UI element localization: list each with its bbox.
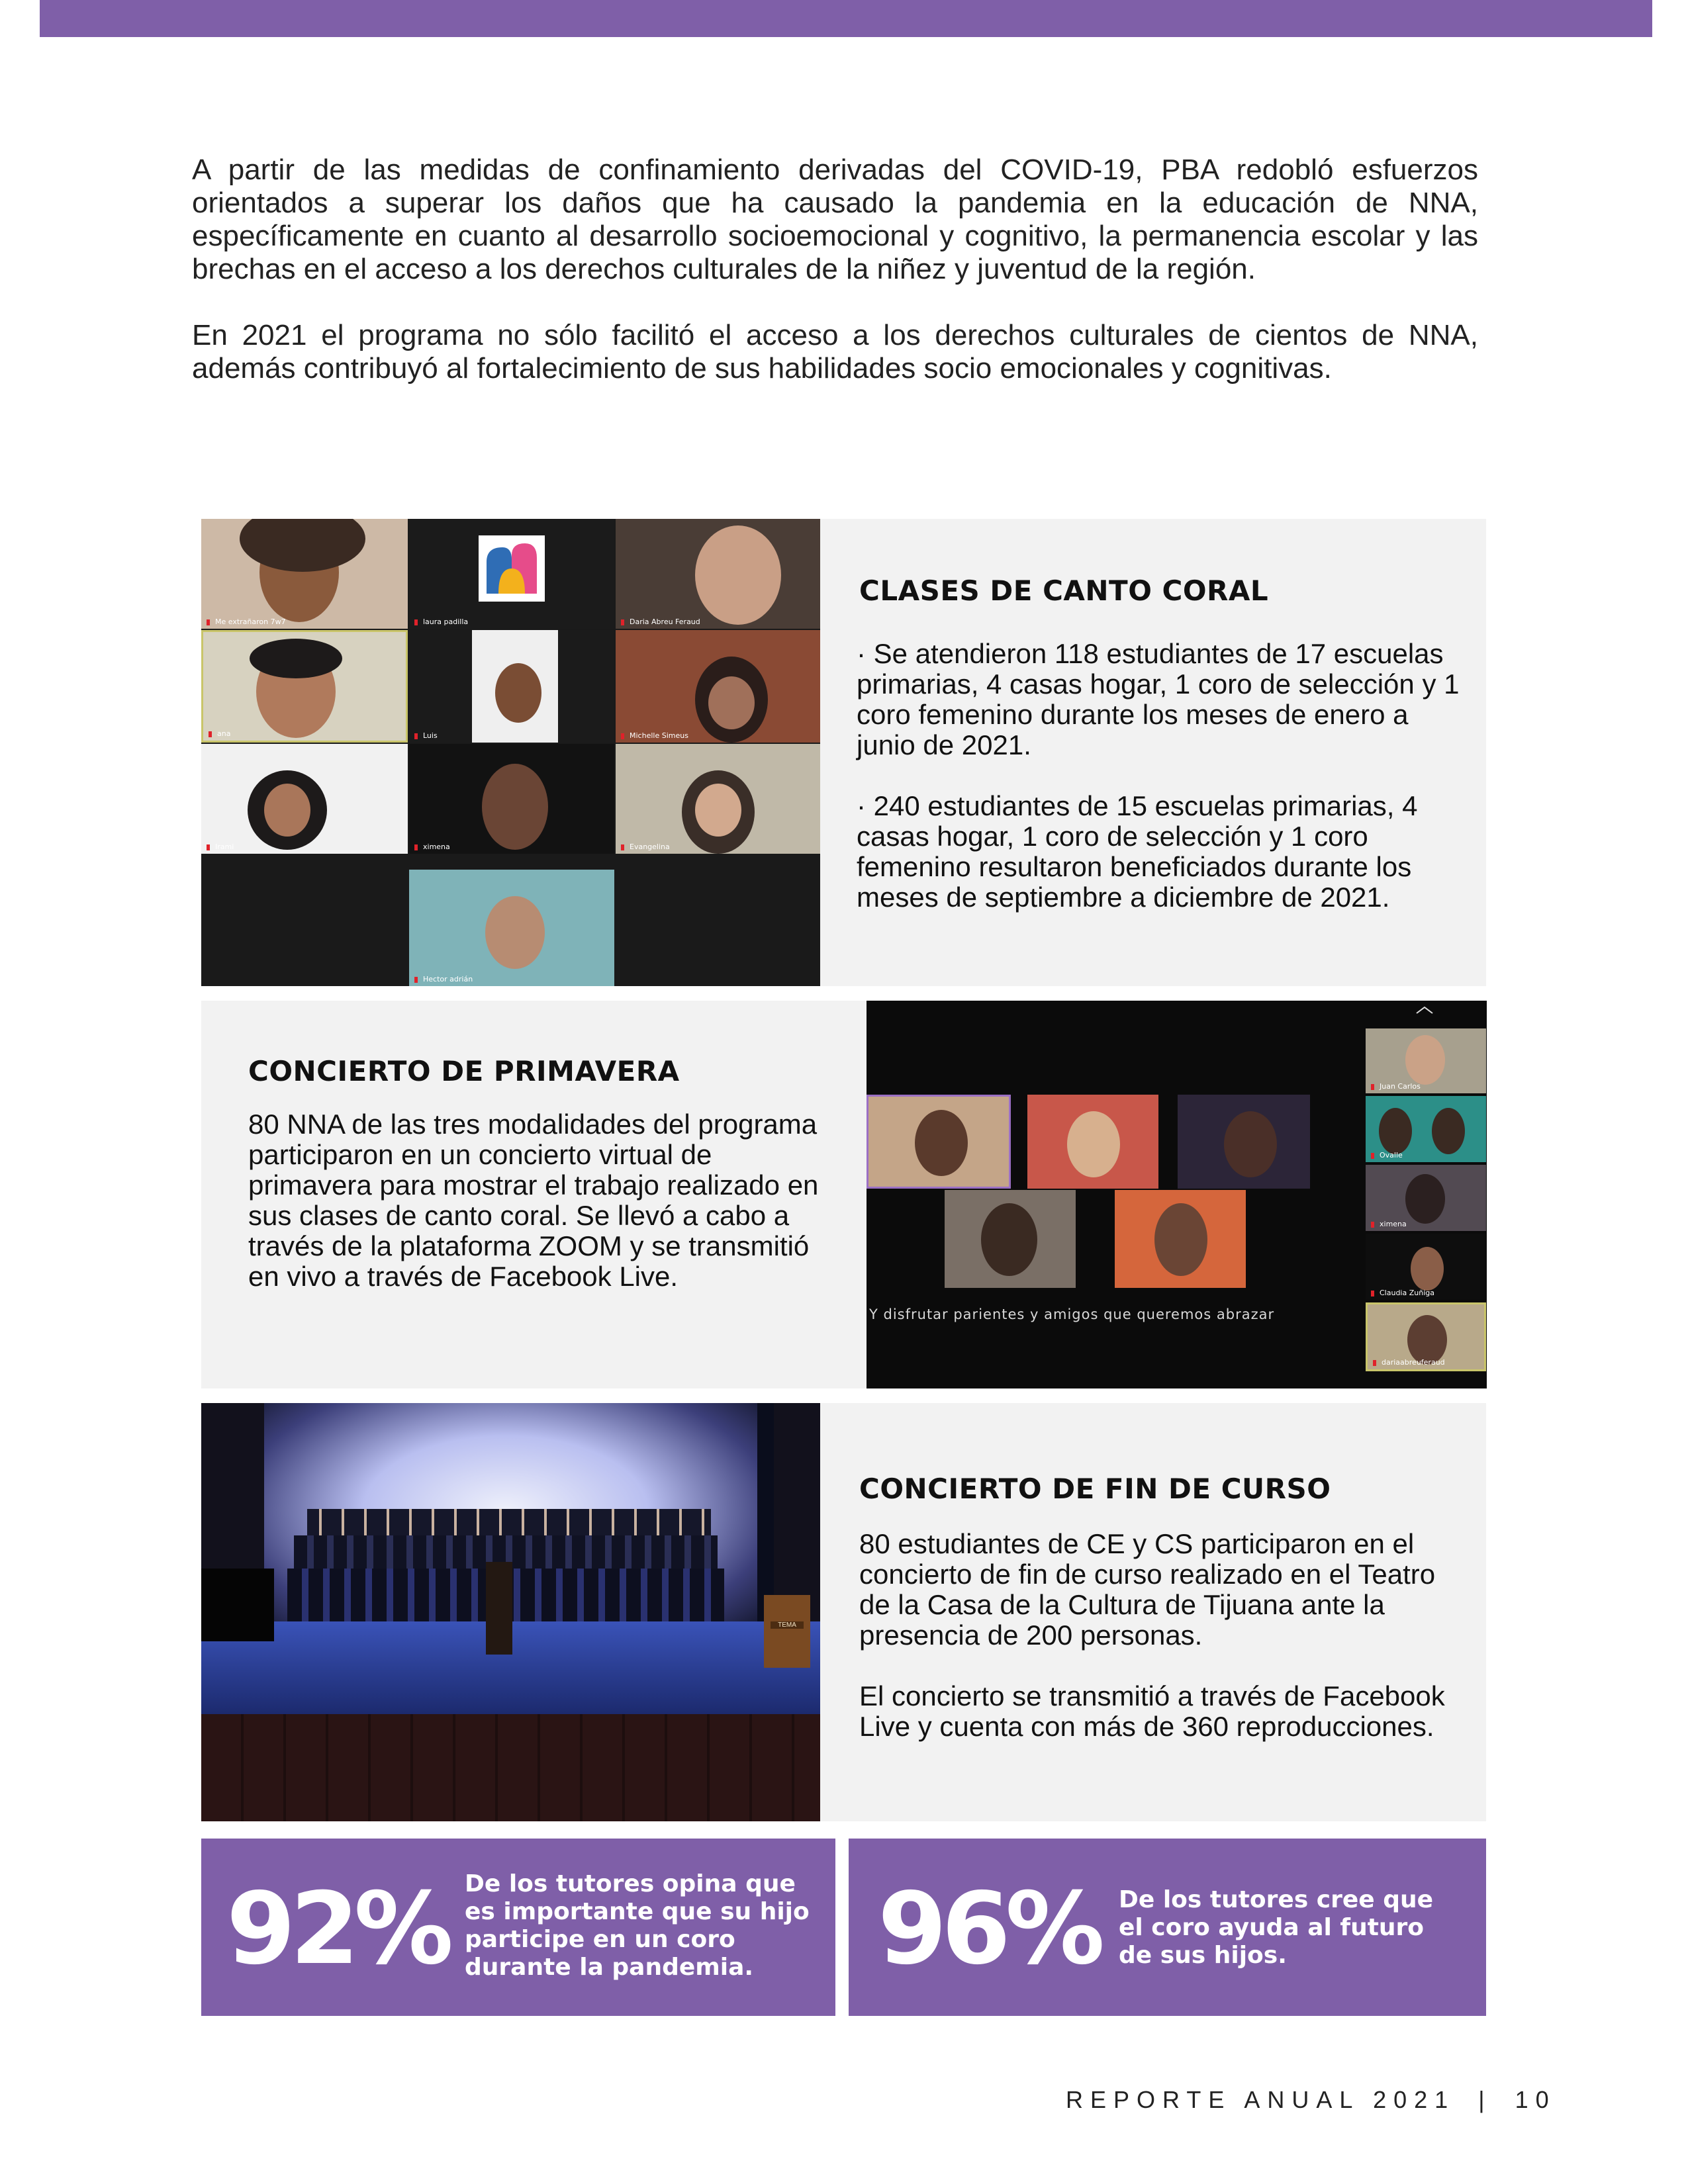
zoom-tile xyxy=(1115,1190,1246,1288)
page-number: 10 xyxy=(1515,2086,1556,2113)
header-band xyxy=(40,0,1652,37)
caption-text: Y disfrutar parientes y amigos que queremos abrazar xyxy=(869,1306,1275,1322)
zoom-tile xyxy=(201,519,408,629)
zoom-tile xyxy=(1178,1095,1310,1189)
zoom-tile xyxy=(616,519,820,629)
stat-description: De los tutores opina que es importante que su hijo participe en un coro durante la pandemia. xyxy=(465,1870,810,1981)
footer-separator: | xyxy=(1478,2086,1492,2113)
section-title: CLASES DE CANTO CORAL xyxy=(859,574,1269,607)
zoom-tile xyxy=(867,1095,1011,1189)
body-paragraph: 80 estudiantes de CE y CS participaron en el concierto de fin de curso realizado en el Teatro de la Casa de la Cultura de Tijuana ante la presencia de 200 personas. xyxy=(859,1528,1436,1651)
bullet-item: · Se atendieron 118 estudiantes de 17 escuelas primarias, 4 casas hogar, 1 coro de selección y 1 coro femenino durante los meses de enero a junio de 2021. xyxy=(857,638,1460,760)
zoom-class-photo xyxy=(201,519,820,986)
zoom-name: Luis xyxy=(414,731,438,740)
pba-logo-icon xyxy=(479,535,545,602)
zoom-tile xyxy=(1366,1165,1486,1231)
zoom-name: Michelle Simeus xyxy=(621,731,688,740)
intro-paragraph-2: En 2021 el programa no sólo facilitó el acceso a los derechos culturales de cientos de NNA, además contribuyó al fortalecimiento de sus habilidades socio emocionales y cognitivas. xyxy=(192,319,1478,385)
zoom-name: ana xyxy=(209,729,230,738)
section-body: 80 NNA de las tres modalidades del programa participaron en un concierto virtual de primavera para mostrar el trabajo realizado en sus clases de canto coral. Se llevó a cabo a través de la plataforma ZOOM y se transmitió en vivo a través de Facebook Live. xyxy=(248,1109,819,1292)
zoom-tile xyxy=(1027,1095,1158,1189)
section-body xyxy=(859,1529,1468,1772)
page-footer xyxy=(1066,2086,1556,2114)
zoom-tile xyxy=(945,1190,1076,1288)
report-label: REPORTE ANUAL 2021 xyxy=(1066,2086,1456,2113)
zoom-tile xyxy=(409,630,614,743)
stat-value: 96% xyxy=(878,1872,1100,1987)
zoom-name: Juan Carlos xyxy=(1371,1082,1421,1091)
zoom-name: Evangelina xyxy=(621,842,670,851)
section-body xyxy=(857,639,1466,943)
chevron-up-icon xyxy=(1415,1005,1434,1015)
intro-paragraph-1: A partir de las medidas de confinamiento derivadas del COVID-19, PBA redobló esfuerzos orientados a superar los daños que ha causado la pandemia en la educación de NNA, específicamente en cuanto al desarrollo socioemocional y cognitivo, la permanencia escolar y las brechas en el acceso a los derechos culturales de la niñez y juventud de la región. xyxy=(192,154,1478,285)
body-paragraph: El concierto se transmitió a través de Facebook Live y cuenta con más de 360 reproducciones. xyxy=(859,1680,1445,1742)
section-title: CONCIERTO DE PRIMAVERA xyxy=(248,1055,680,1087)
theater-concert-photo xyxy=(201,1403,820,1821)
zoom-tile xyxy=(1366,1234,1486,1300)
zoom-name: Claudia Zuñiga xyxy=(1371,1289,1434,1297)
stat-description: De los tutores cree que el coro ayuda al futuro de sus hijos. xyxy=(1119,1886,1434,1969)
zoom-tile xyxy=(201,744,408,854)
intro-text xyxy=(192,154,1478,418)
stat-card-96 xyxy=(849,1839,1486,2016)
zoom-name: ximena xyxy=(414,842,450,851)
zoom-name: Hector adrián xyxy=(414,975,473,983)
zoom-name: dariaabreuferaud xyxy=(1373,1358,1445,1367)
podium-sign: TEMA xyxy=(771,1621,804,1629)
zoom-name: Daria Abreu Feraud xyxy=(621,617,700,626)
zoom-name: Ovalle xyxy=(1371,1151,1403,1160)
zoom-tile xyxy=(409,519,614,629)
zoom-tile xyxy=(409,870,614,986)
zoom-name: laura padilla xyxy=(414,617,468,626)
zoom-tile xyxy=(409,744,614,854)
zoom-name: ximena xyxy=(1371,1220,1407,1228)
zoom-tile xyxy=(616,630,820,743)
bullet-item: · 240 estudiantes de 15 escuelas primarias, 4 casas hogar, 1 coro de selección y 1 coro femenino resultaron beneficiados durante los meses de septiembre a diciembre de 2021. xyxy=(857,790,1418,913)
stat-value: 92% xyxy=(226,1872,449,1987)
stat-card-92 xyxy=(201,1839,835,2016)
zoom-concert-photo xyxy=(867,1001,1487,1388)
zoom-tile xyxy=(1366,1096,1486,1162)
zoom-tile xyxy=(616,744,820,854)
zoom-tile xyxy=(1366,1302,1486,1371)
zoom-tile xyxy=(1366,1028,1486,1093)
zoom-name: Irami xyxy=(207,842,234,851)
zoom-name: Me extrañaron 7w7 xyxy=(207,617,286,626)
zoom-tile xyxy=(201,630,408,743)
section-title: CONCIERTO DE FIN DE CURSO xyxy=(859,1473,1331,1505)
